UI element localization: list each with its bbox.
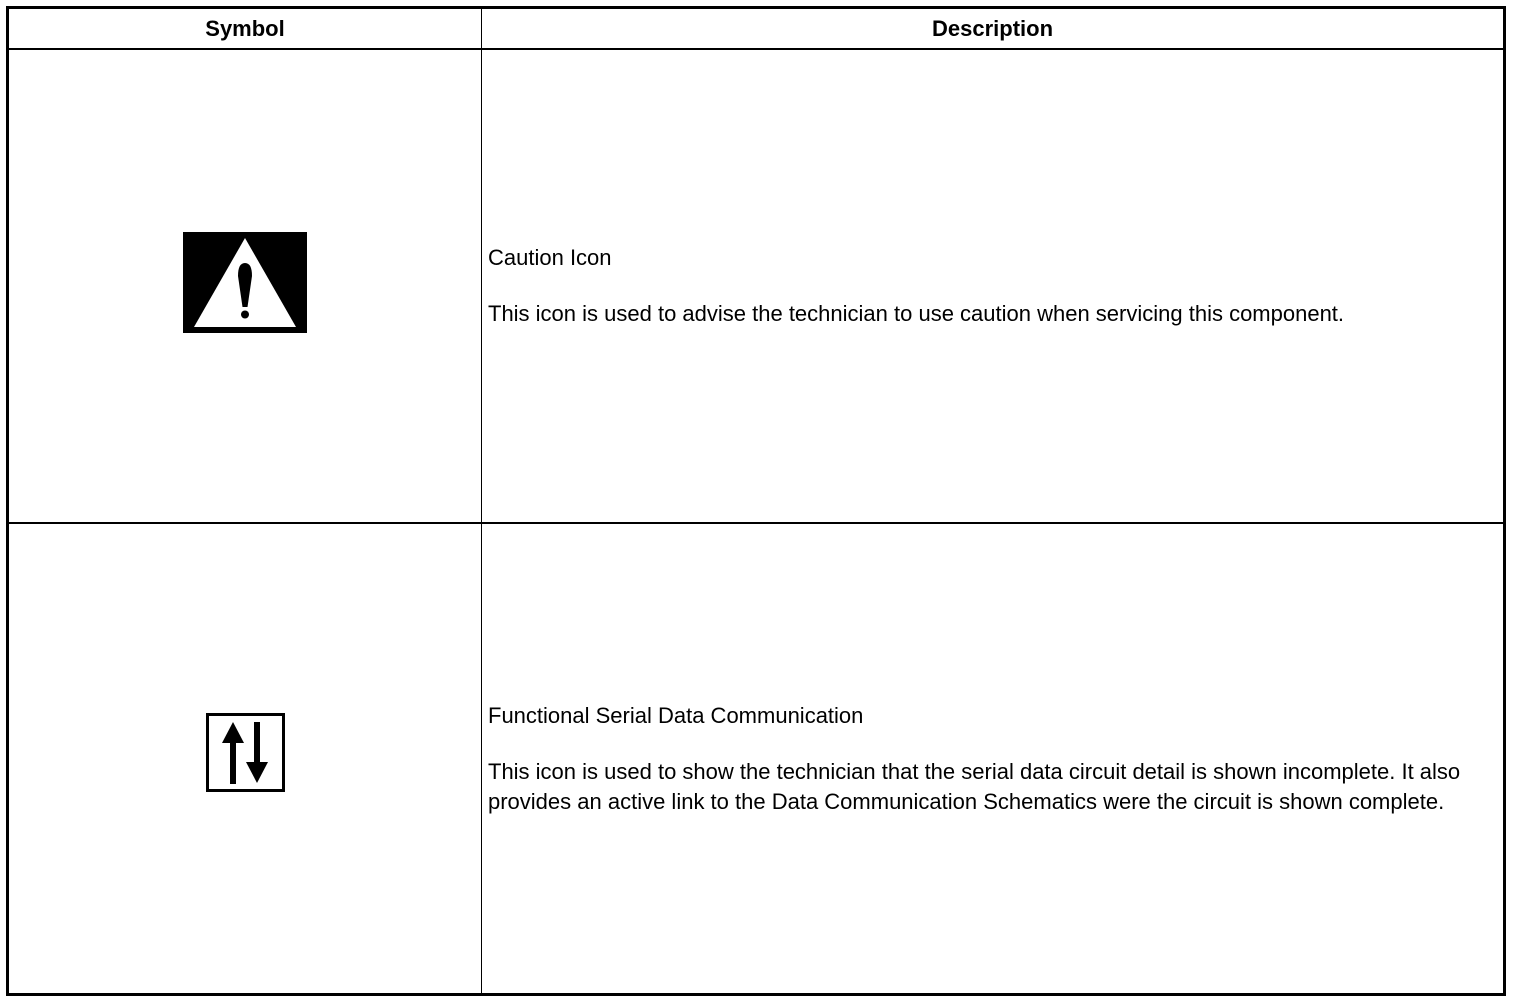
caution-icon-description: This icon is used to advise the technician to use caution when servicing this component. [488,301,1345,326]
symbol-table [6,6,1506,996]
serial-data-arrows-icon [206,713,285,792]
description-cell-serial-data [482,524,1503,993]
symbol-cell-serial-data [9,524,482,993]
serial-data-title: Functional Serial Data Communication [488,702,864,728]
symbol-cell-caution [9,50,482,524]
description-column-header: Description [482,9,1503,50]
caution-icon-title: Caution Icon [488,245,612,270]
caution-triangle-icon [183,232,307,333]
serial-data-description: This icon is used to show the technician that the serial data circuit detail is shown incomplete. It also provides an active link to the Data Communication Schematics were the circuit is shown complete. [488,758,1461,814]
description-cell-caution [482,50,1503,524]
symbol-column-header: Symbol [9,9,482,50]
